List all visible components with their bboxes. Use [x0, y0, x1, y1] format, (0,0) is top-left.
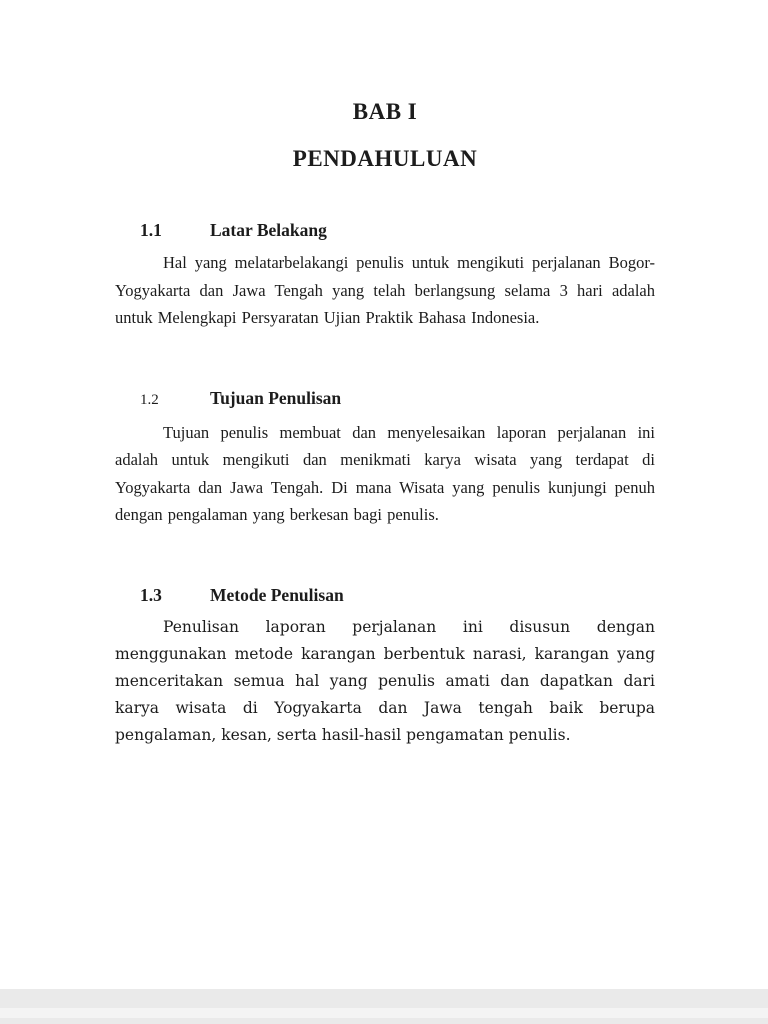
chapter-title	[115, 88, 655, 182]
section-number: 1.2	[140, 391, 159, 408]
section-number: 1.1	[140, 220, 162, 240]
section-tujuan-penulisan	[115, 386, 655, 529]
section-title: Tujuan Penulisan	[210, 387, 342, 408]
section-paragraph: Tujuan penulis membuat dan menyelesaikan laporan perjalanan ini adalah untuk mengikuti dan menikmati karya wisata yang terdapat di Yogyakarta dan Jawa Tengah. Di mana Wisata yang penulis kunjungi penuh dengan pengalaman yang berkesan bagi penulis.	[115, 422, 655, 524]
section-number: 1.3	[140, 584, 162, 605]
section-title: Metode Penulisan	[210, 584, 344, 605]
chapter-title-line2: PENDAHULUAN	[292, 146, 478, 171]
section-paragraph: Penulisan laporan perjalanan ini disusun dengan menggunakan metode karangan berbentuk narasi, karangan yang menceritakan semua hal yang penulis amati dan dapatkan dari karya wisata di Yogyakarta dan Jawa tengah baik berupa pengalaman, kesan, serta hasil-hasil pengamatan penulis.	[115, 617, 655, 744]
section-heading	[115, 583, 655, 607]
section-title: Latar Belakang	[210, 220, 327, 240]
scan-background-strip	[0, 989, 768, 1024]
section-metode-penulisan	[115, 583, 655, 749]
section-latar-belakang	[115, 218, 655, 332]
section-heading	[115, 386, 655, 412]
section-paragraph: Hal yang melatarbelakangi penulis untuk mengikuti perjalanan Bogor-Yogyakarta dan Jawa Tengah yang telah berlangsung selama 3 hari adalah untuk Melengkapi Persyaratan Ujian Praktik Bahasa Indonesia.	[115, 253, 655, 327]
chapter-title-line1: BAB I	[352, 99, 418, 124]
section-heading	[115, 218, 655, 242]
scan-background-strip-inner	[0, 1008, 768, 1018]
